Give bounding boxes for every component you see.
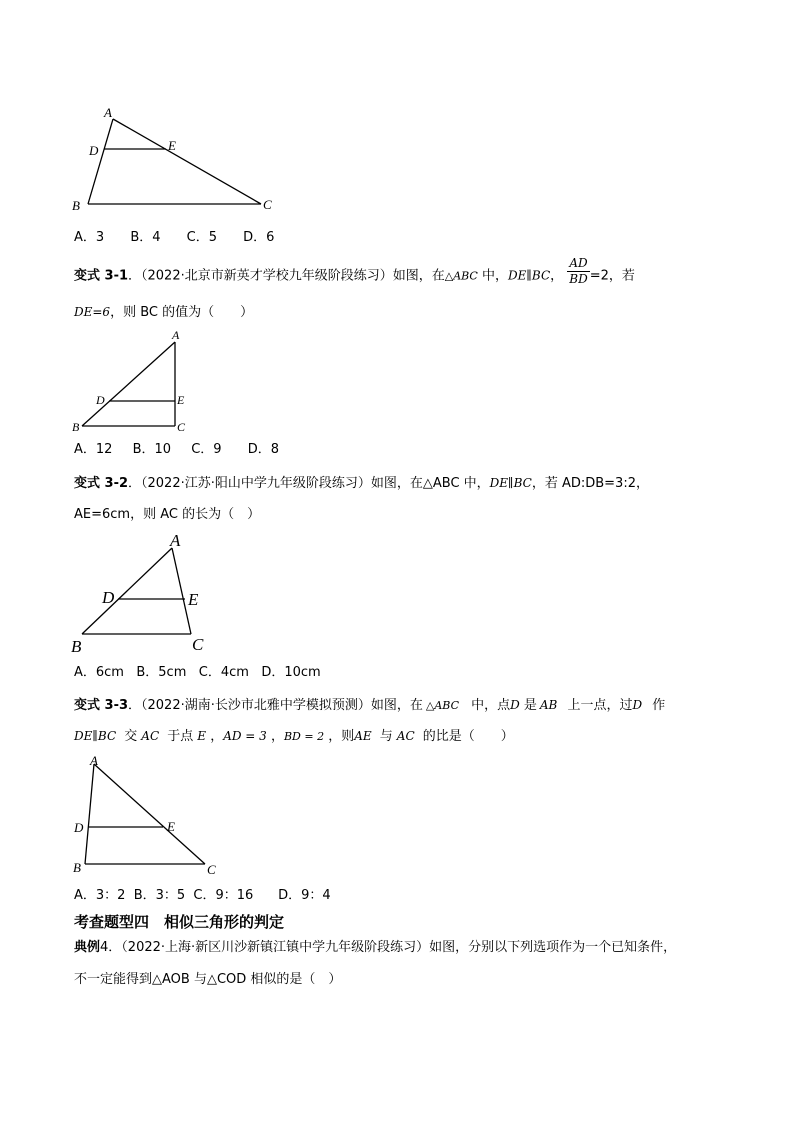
point-d: D <box>632 698 643 712</box>
fig4-label-d: D <box>74 820 84 835</box>
text: 交 <box>120 729 138 744</box>
fraction-ad-bd <box>567 256 589 287</box>
fig4-label-e: E <box>167 819 175 834</box>
question-3-2-line2 <box>74 506 260 524</box>
text: ， <box>550 268 564 284</box>
text: 是 <box>519 698 537 713</box>
parallel-condition: DE∥BC <box>489 476 532 490</box>
section-heading: 考查题型四 相似三角形的判定 <box>74 913 285 931</box>
figure-triangle-4 <box>60 750 230 880</box>
question-3-1-line2 <box>74 303 253 322</box>
text: 上一点，过 <box>563 698 633 713</box>
fig1-label-d: D <box>89 143 99 158</box>
question-text: 的比是（ ） <box>418 729 514 744</box>
text: 作 <box>648 698 666 713</box>
fig4-label-c: C <box>207 862 216 877</box>
option-c: C．9 <box>191 442 222 457</box>
example-text: 不一定能得到△AOB 与△COD 相似的是（ ） <box>74 972 342 987</box>
example-4-line2 <box>74 971 341 989</box>
question-3-3-line2 <box>74 727 514 746</box>
fig3-label-e: E <box>188 590 199 609</box>
example-number: 4 <box>100 940 109 955</box>
figure-triangle-1 <box>60 100 290 215</box>
text: ， <box>266 729 284 744</box>
question-3-3-line1 <box>74 696 665 715</box>
condition-bd: BD = 2 <box>283 730 325 743</box>
example-label: 典例 <box>74 940 101 955</box>
fig1-label-b: B <box>72 198 80 213</box>
segment-ac: AC <box>396 729 415 743</box>
option-b: B．10 <box>132 442 172 457</box>
point-d: D <box>510 698 520 712</box>
fig4-label-a: A <box>90 753 98 768</box>
prev-options <box>74 229 274 247</box>
question-label: 变式 3-3 <box>74 698 129 713</box>
triangle-abc: △ABC <box>444 269 478 283</box>
triangle-abc: △ABC <box>425 699 459 712</box>
fig2-label-b: B <box>72 420 80 434</box>
question-text: ，则 BC 的值为（ ） <box>110 305 254 320</box>
text: ， <box>206 729 224 744</box>
question-3-3-options <box>74 887 331 905</box>
fig2-label-d: D <box>96 393 105 407</box>
condition-de: DE=6 <box>74 305 111 319</box>
option-d: D．8 <box>247 442 279 457</box>
figure-triangle-3 <box>60 528 230 658</box>
fraction-numerator: AD <box>567 256 589 272</box>
option-a: A．3 <box>74 230 105 245</box>
question-label: 变式 3-1 <box>74 268 129 284</box>
question-source: ．（2022·江苏·阳山中学九年级阶段练习）如图，在△ABC 中， <box>128 476 490 491</box>
text: 与 <box>375 729 393 744</box>
text: ，则 <box>324 729 355 744</box>
fig1-label-e: E <box>168 138 176 153</box>
text: 中， <box>477 268 508 284</box>
question-3-1-options <box>74 441 279 459</box>
question-3-2-line1 <box>74 474 649 493</box>
fig3-label-a: A <box>170 531 181 550</box>
figure-triangle-2 <box>60 326 210 436</box>
fig1-label-a: A <box>104 105 112 120</box>
question-label: 变式 3-2 <box>74 476 129 491</box>
fig2-label-a: A <box>172 328 180 342</box>
question-text: ，若 AD:DB=3:2， <box>531 476 649 491</box>
segment-ab: AB <box>539 698 558 712</box>
fig2-label-e: E <box>177 393 185 407</box>
question-source: ．（2022·北京市新英才学校九年级阶段练习）如图，在 <box>128 268 445 284</box>
options-text: A．3：2 B．3：5 C．9：16 D．9：4 <box>74 888 331 903</box>
fig1-label-c: C <box>263 197 272 212</box>
condition-ad: AD = 3 <box>223 729 267 743</box>
example-text: ．（2022·上海·新区川沙新镇江镇中学九年级阶段练习）如图，分别以下列选项作为一个已知条件， <box>108 940 677 955</box>
question-3-1-line1 <box>74 256 635 287</box>
segment-ac: AC <box>141 729 160 743</box>
fig3-label-c: C <box>192 635 204 654</box>
parallel-condition: DE∥BC <box>74 729 117 743</box>
parallel-condition: DE∥BC <box>507 268 551 283</box>
question-source: ．（2022·湖南·长沙市北雅中学模拟预测）如图，在 <box>128 698 423 713</box>
fig4-label-b: B <box>73 860 81 875</box>
fig3-label-b: B <box>71 637 82 656</box>
option-d: D．6 <box>243 230 275 245</box>
option-b: B．4 <box>130 230 161 245</box>
fig2-label-c: C <box>177 420 186 434</box>
text: 中，点 <box>466 698 511 713</box>
question-text: AE=6cm，则 AC 的长为（ ） <box>74 507 261 522</box>
example-4-line1 <box>74 939 676 957</box>
fraction-value: =2，若 <box>589 268 635 284</box>
options-text: A．6cm B．5cm C．4cm D．10cm <box>74 665 321 680</box>
fraction-denominator: BD <box>569 272 588 286</box>
point-e: E <box>197 729 207 743</box>
option-c: C．5 <box>186 230 218 245</box>
fig3-label-d: D <box>102 588 115 607</box>
segment-ae: AE <box>354 729 372 743</box>
question-3-2-options <box>74 664 321 682</box>
text: 于点 <box>163 729 194 744</box>
option-a: A．12 <box>74 442 113 457</box>
